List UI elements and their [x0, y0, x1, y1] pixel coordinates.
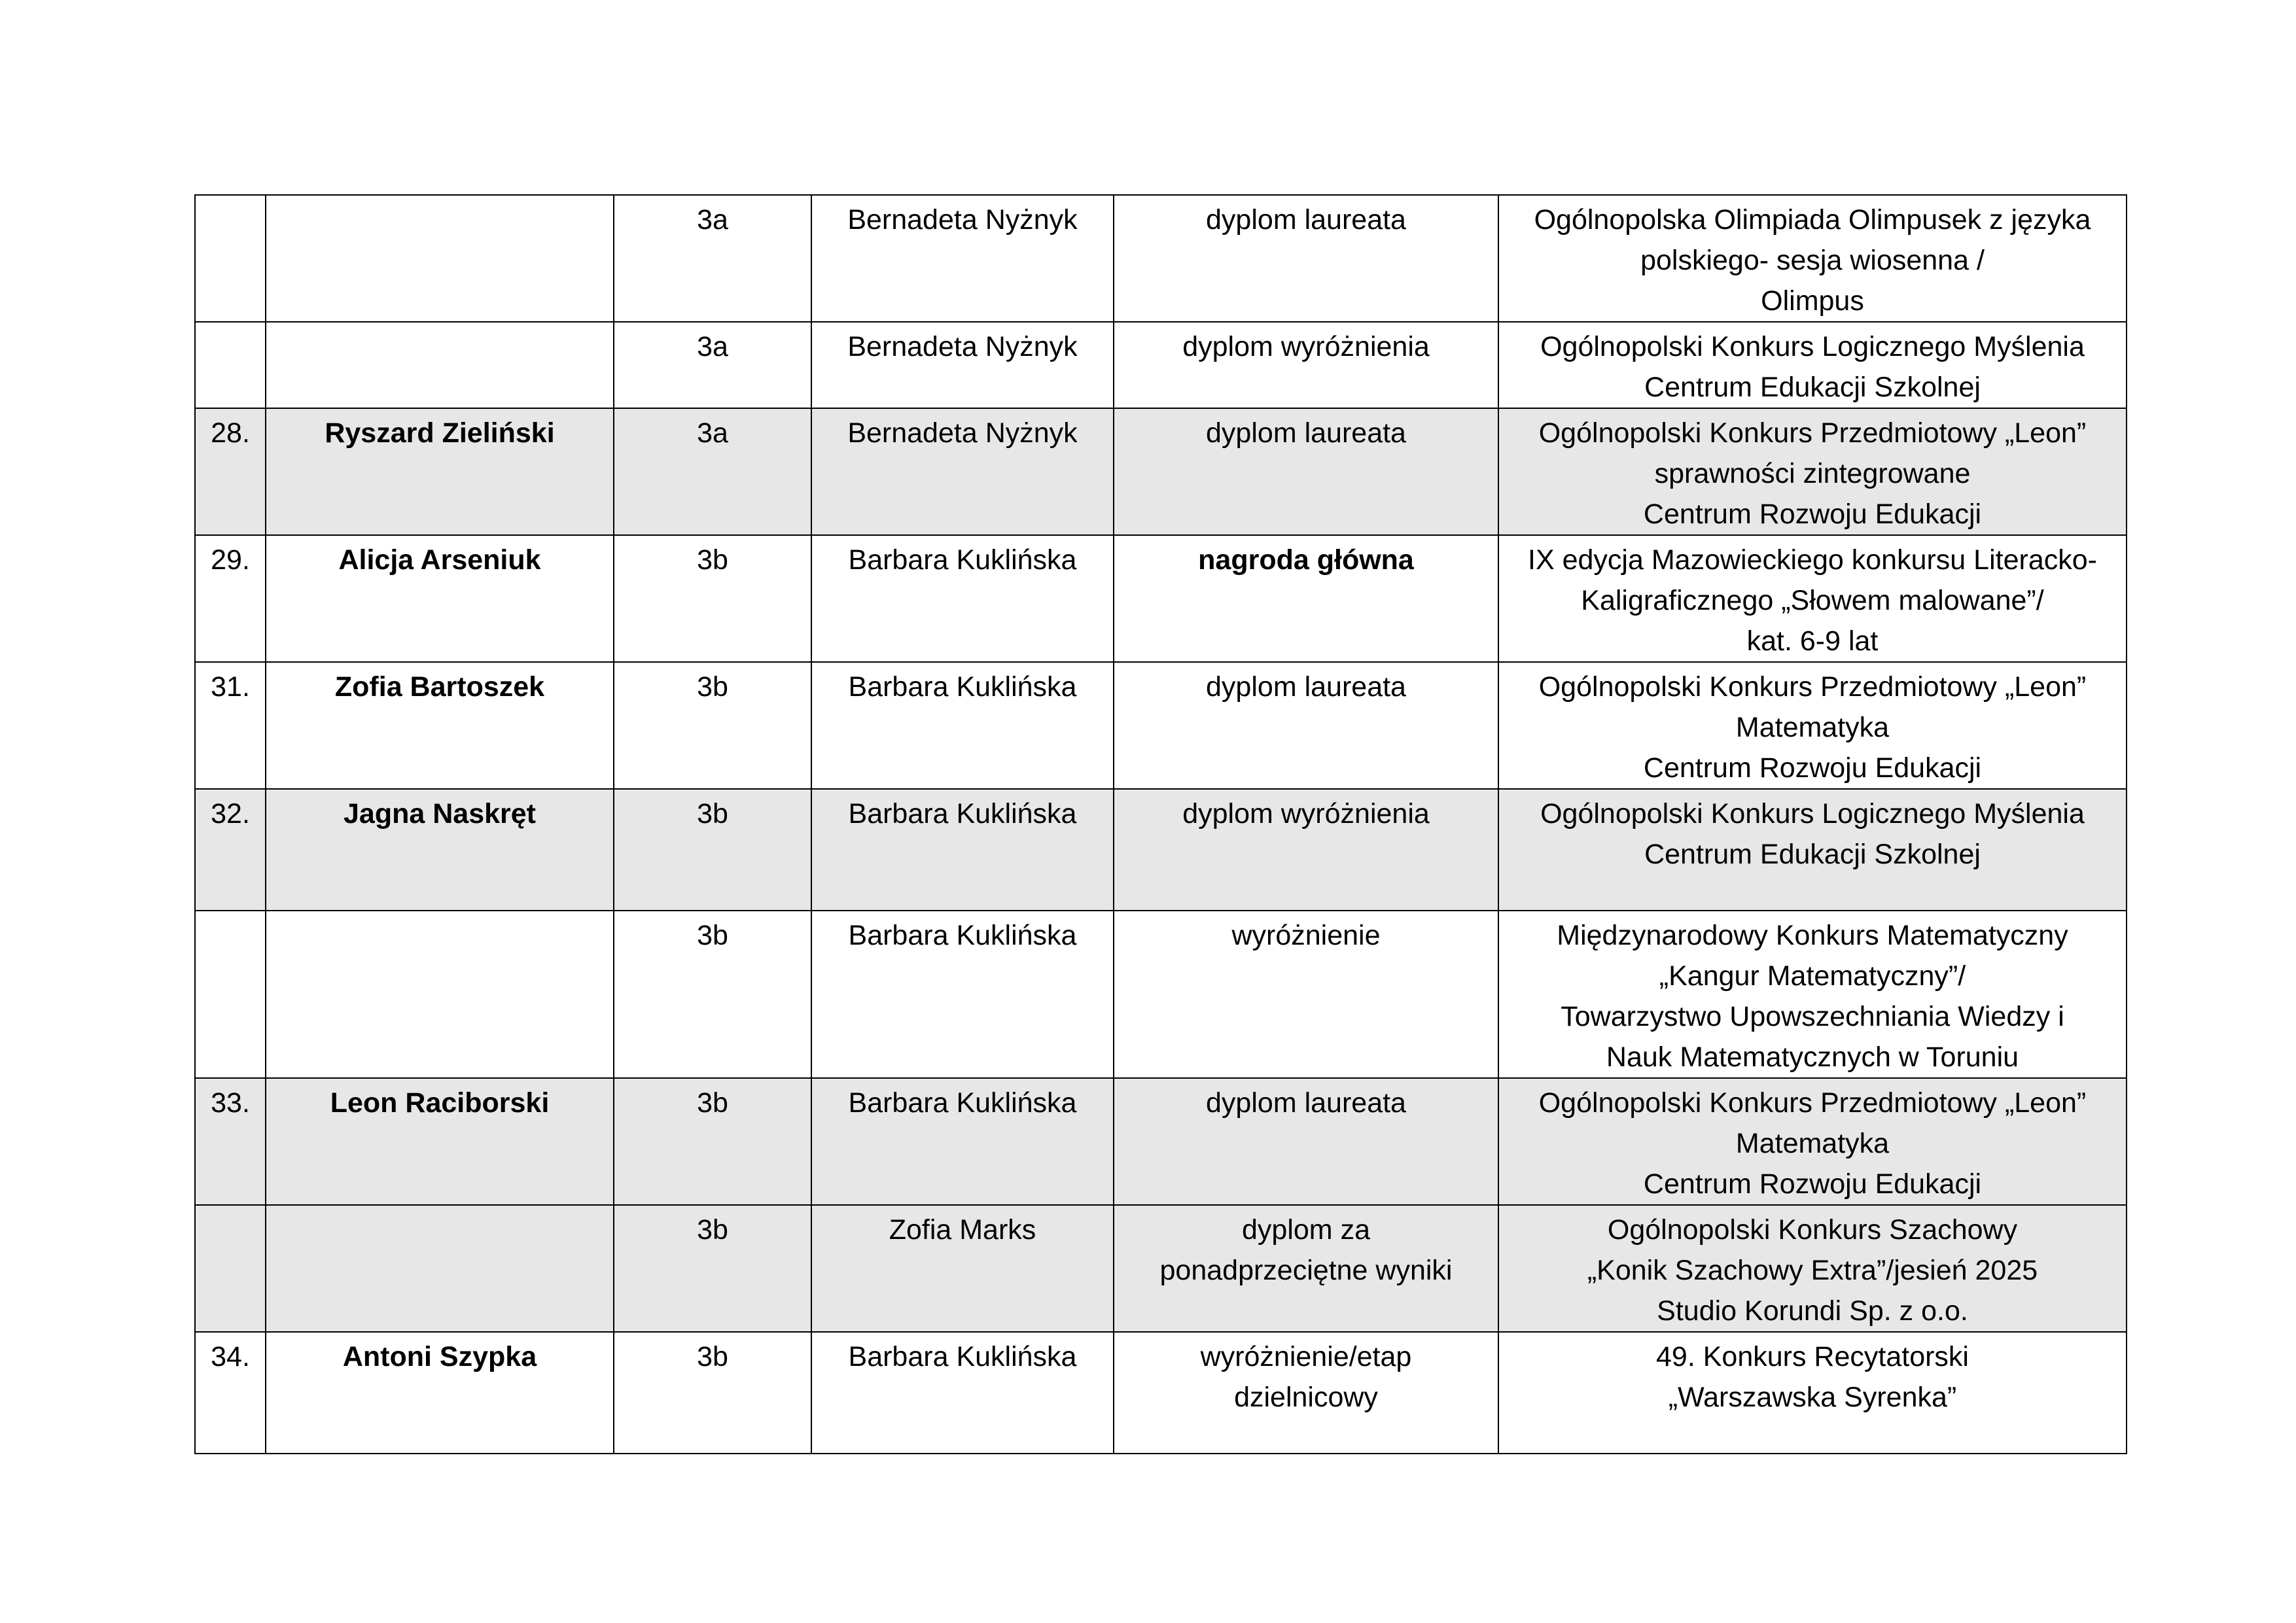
award-line: dyplom wyróżnienia	[1182, 331, 1430, 362]
competition-cell	[1498, 662, 2127, 789]
award-cell	[1114, 408, 1498, 535]
competition-cell	[1498, 1205, 2127, 1332]
competition-line: Międzynarodowy Konkurs Matematyczny	[1557, 920, 2068, 951]
teacher-name: Bernadeta Nyżnyk	[847, 331, 1078, 362]
student-name: Jagna Naskręt	[344, 798, 536, 829]
class-cell	[614, 789, 811, 911]
teacher-name: Zofia Marks	[889, 1214, 1036, 1246]
table-row	[195, 1205, 2127, 1332]
competition-line: „Warszawska Syrenka”	[1668, 1382, 1957, 1413]
teacher-cell	[811, 535, 1114, 662]
competition-cell	[1498, 789, 2127, 911]
class-label: 3b	[697, 544, 728, 576]
teacher-name: Barbara Kuklińska	[848, 1341, 1077, 1372]
row-number-cell	[195, 1332, 266, 1454]
competition-line: Olimpus	[1761, 285, 1864, 317]
class-label: 3b	[697, 1341, 728, 1372]
award-cell	[1114, 662, 1498, 789]
table-row	[195, 662, 2127, 789]
award-cell	[1114, 1205, 1498, 1332]
competition-line: Kaligraficznego „Słowem malowane”/	[1581, 585, 2044, 616]
table-row	[195, 322, 2127, 408]
competition-cell	[1498, 1332, 2127, 1454]
competition-line: Ogólnopolski Konkurs Logicznego Myślenia	[1540, 798, 2085, 829]
class-cell	[614, 408, 811, 535]
class-label: 3b	[697, 671, 728, 703]
student-name: Alicja Arseniuk	[338, 544, 541, 576]
student-name-cell	[266, 408, 614, 535]
table-row	[195, 195, 2127, 322]
award-line: dzielnicowy	[1234, 1382, 1378, 1413]
competition-line: polskiego- sesja wiosenna /	[1640, 245, 1985, 276]
competition-line: Ogólnopolski Konkurs Przedmiotowy „Leon”	[1538, 1087, 2087, 1119]
teacher-cell	[811, 1205, 1114, 1332]
award-line: dyplom laureata	[1206, 417, 1406, 449]
row-number-cell	[195, 789, 266, 911]
teacher-name: Bernadeta Nyżnyk	[847, 417, 1078, 449]
class-cell	[614, 1078, 811, 1205]
competition-line: Matematyka	[1735, 712, 1890, 743]
award-line: nagroda główna	[1198, 544, 1414, 576]
results-body	[195, 195, 2127, 1454]
competition-line: IX edycja Mazowieckiego konkursu Literacko-	[1528, 544, 2097, 576]
row-number: 31.	[211, 671, 250, 703]
row-number: 34.	[211, 1341, 250, 1372]
competition-line: Ogólnopolski Konkurs Szachowy	[1607, 1214, 2018, 1246]
competition-cell	[1498, 911, 2127, 1078]
teacher-cell	[811, 408, 1114, 535]
teacher-cell	[811, 1332, 1114, 1454]
class-label: 3a	[697, 417, 728, 449]
row-number-cell	[195, 195, 266, 322]
row-number-cell	[195, 911, 266, 1078]
class-cell	[614, 535, 811, 662]
row-number-cell	[195, 322, 266, 408]
award-line: dyplom laureata	[1206, 671, 1406, 703]
competition-line: Ogólnopolska Olimpiada Olimpusek z języka	[1534, 204, 2091, 236]
class-label: 3a	[697, 331, 728, 362]
row-number-cell	[195, 662, 266, 789]
award-cell	[1114, 789, 1498, 911]
teacher-name: Barbara Kuklińska	[848, 798, 1077, 829]
award-line: wyróżnienie	[1231, 920, 1381, 951]
award-line: ponadprzeciętne wyniki	[1159, 1255, 1453, 1286]
class-cell	[614, 195, 811, 322]
competition-line: Matematyka	[1735, 1128, 1890, 1159]
class-cell	[614, 1205, 811, 1332]
teacher-cell	[811, 662, 1114, 789]
student-name-cell	[266, 662, 614, 789]
table-row	[195, 535, 2127, 662]
class-cell	[614, 662, 811, 789]
competition-line: Centrum Rozwoju Edukacji	[1643, 498, 1982, 530]
competition-cell	[1498, 1078, 2127, 1205]
competition-line: Ogólnopolski Konkurs Logicznego Myślenia	[1540, 331, 2085, 362]
competition-line: Towarzystwo Upowszechniania Wiedzy i	[1561, 1001, 2064, 1032]
student-name: Antoni Szypka	[342, 1341, 537, 1372]
competition-line: 49. Konkurs Recytatorski	[1656, 1341, 1969, 1372]
class-cell	[614, 911, 811, 1078]
student-name-cell	[266, 535, 614, 662]
award-line: wyróżnienie/etap	[1200, 1341, 1412, 1372]
student-name-cell	[266, 1078, 614, 1205]
row-number-cell	[195, 1078, 266, 1205]
award-cell	[1114, 322, 1498, 408]
table-row	[195, 408, 2127, 535]
teacher-cell	[811, 322, 1114, 408]
teacher-name: Barbara Kuklińska	[848, 920, 1077, 951]
class-label: 3a	[697, 204, 728, 236]
row-number-cell	[195, 1205, 266, 1332]
row-number-cell	[195, 408, 266, 535]
class-label: 3b	[697, 1087, 728, 1119]
class-cell	[614, 322, 811, 408]
row-number: 33.	[211, 1087, 250, 1119]
student-name: Ryszard Zieliński	[325, 417, 555, 449]
award-line: dyplom laureata	[1206, 1087, 1406, 1119]
teacher-name: Barbara Kuklińska	[848, 671, 1077, 703]
table-row	[195, 789, 2127, 911]
competition-line: kat. 6-9 lat	[1746, 625, 1879, 657]
class-label: 3b	[697, 1214, 728, 1246]
class-label: 3b	[697, 920, 728, 951]
competition-line: Centrum Edukacji Szkolnej	[1644, 839, 1981, 870]
student-name-cell	[266, 1332, 614, 1454]
award-cell	[1114, 911, 1498, 1078]
row-number: 29.	[211, 544, 250, 576]
competition-cell	[1498, 195, 2127, 322]
competition-line: Centrum Edukacji Szkolnej	[1644, 372, 1981, 403]
results-table	[194, 194, 2127, 1454]
student-name: Zofia Bartoszek	[334, 671, 545, 703]
student-name-cell	[266, 911, 614, 1078]
teacher-cell	[811, 1078, 1114, 1205]
competition-cell	[1498, 408, 2127, 535]
table-row	[195, 1332, 2127, 1454]
competition-line: Studio Korundi Sp. z o.o.	[1657, 1295, 1968, 1327]
award-line: dyplom wyróżnienia	[1182, 798, 1430, 829]
competition-line: Ogólnopolski Konkurs Przedmiotowy „Leon”	[1538, 671, 2087, 703]
student-name-cell	[266, 1205, 614, 1332]
row-number-cell	[195, 535, 266, 662]
award-cell	[1114, 1078, 1498, 1205]
teacher-name: Bernadeta Nyżnyk	[847, 204, 1078, 236]
row-number: 32.	[211, 798, 250, 829]
row-number: 28.	[211, 417, 250, 449]
award-line: dyplom za	[1242, 1214, 1370, 1246]
teacher-name: Barbara Kuklińska	[848, 1087, 1077, 1119]
class-cell	[614, 1332, 811, 1454]
student-name-cell	[266, 195, 614, 322]
competition-line: Nauk Matematycznych w Toruniu	[1606, 1041, 2019, 1073]
teacher-name: Barbara Kuklińska	[848, 544, 1077, 576]
competition-line: Centrum Rozwoju Edukacji	[1643, 752, 1982, 784]
competition-line: Centrum Rozwoju Edukacji	[1643, 1168, 1982, 1200]
competition-cell	[1498, 535, 2127, 662]
competition-line: „Kangur Matematyczny”/	[1659, 960, 1966, 992]
award-cell	[1114, 1332, 1498, 1454]
competition-line: Ogólnopolski Konkurs Przedmiotowy „Leon”	[1538, 417, 2087, 449]
competition-line: „Konik Szachowy Extra”/jesień 2025	[1587, 1255, 2038, 1286]
student-name-cell	[266, 322, 614, 408]
award-cell	[1114, 535, 1498, 662]
student-name-cell	[266, 789, 614, 911]
award-line: dyplom laureata	[1206, 204, 1406, 236]
student-name: Leon Raciborski	[330, 1087, 550, 1119]
award-cell	[1114, 195, 1498, 322]
table-row	[195, 1078, 2127, 1205]
teacher-cell	[811, 911, 1114, 1078]
competition-cell	[1498, 322, 2127, 408]
teacher-cell	[811, 195, 1114, 322]
table-row	[195, 911, 2127, 1078]
teacher-cell	[811, 789, 1114, 911]
class-label: 3b	[697, 798, 728, 829]
competition-line: sprawności zintegrowane	[1654, 458, 1971, 489]
